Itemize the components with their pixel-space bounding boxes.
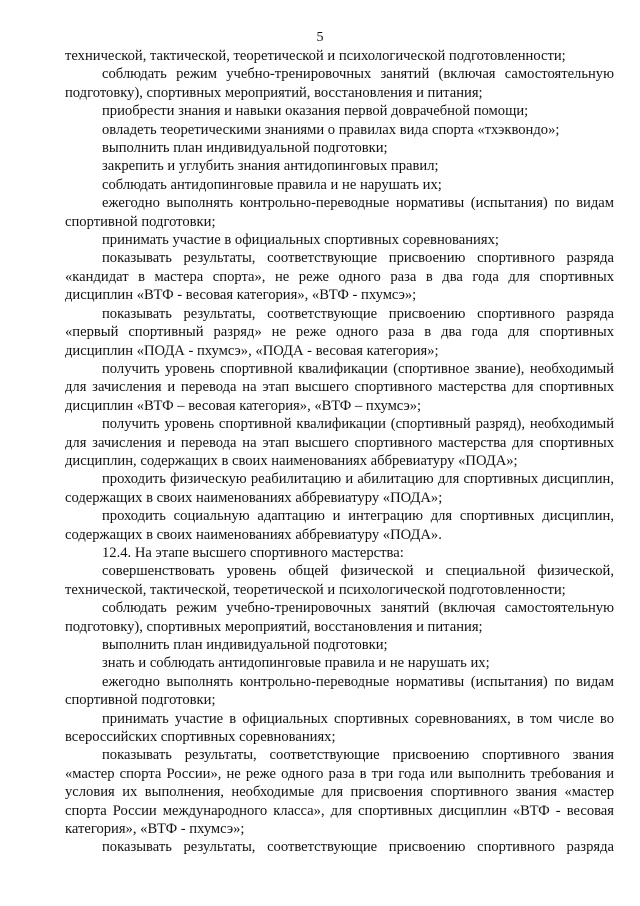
paragraph: получить уровень спортивной квалификации (спортивное звание), необходимый для зачисления и перевода на этап высшего спортивного мастерства для спортивных дисциплин «ВТФ – весовая категория», «ВТФ – пхумсэ»; [65,360,614,414]
paragraph: показывать результаты, соответствующие присвоению спортивного разряда [102,839,614,856]
paragraph: выполнить план индивидуальной подготовки; [102,140,388,157]
paragraph: проходить социальную адаптацию и интеграцию для спортивных дисциплин, содержащих в своих наименованиях аббревиатуру «ПОДА». [65,508,614,543]
paragraph: проходить физическую реабилитацию и абилитацию для спортивных дисциплин, содержащих в своих наименованиях аббревиатуру «ПОДА»; [65,471,614,506]
paragraph: совершенствовать уровень общей физической и специальной физической, технической, тактической, теоретической и психологической подготовленности; [65,563,614,598]
paragraph: закрепить и углубить знания антидопинговых правил; [102,158,439,175]
paragraph: выполнить план индивидуальной подготовки; [102,637,388,653]
paragraph: соблюдать режим учебно-тренировочных занятий (включая самостоятельную подготовку), спортивных мероприятий, восстановления и питания; [65,600,614,635]
paragraph: технической, тактической, теоретической и психологической подготовленности; [65,48,566,64]
paragraph: соблюдать антидопинговые правила и не нарушать их; [102,176,442,193]
paragraph: соблюдать режим учебно-тренировочных занятий (включая самостоятельную подготовку), спортивных мероприятий, восстановления и питания; [65,66,614,101]
paragraph: ежегодно выполнять контрольно-переводные нормативы (испытания) по видам спортивной подготовки; [65,673,614,709]
section-heading: 12.4. На этапе высшего спортивного мастерства: [102,544,404,561]
paragraph: получить уровень спортивной квалификации (спортивный разряд), необходимый для зачисления и перевода на этап высшего спортивного мастерства для спортивных дисциплин, содержащих в своих наименованиях аббревиатуру «ПОДА»; [65,416,614,469]
page-number: 5 [316,30,324,45]
paragraph: ежегодно выполнять контрольно-переводные нормативы (испытания) по видам спортивной подготовки; [65,195,614,230]
paragraph: показывать результаты, соответствующие присвоению спортивного разряда «первый спортивный разряд» не реже одного раза в два года для спортивных дисциплин «ПОДА - пхумсэ», «ПОДА - весовая категория»; [65,305,614,359]
paragraph: овладеть теоретическими знаниями о правилах вида спорта «тхэквондо»; [102,121,560,138]
paragraph: показывать результаты, соответствующие присвоению спортивного звания «мастер спорта России», не реже одного раза в три года или выполнить требования и условия их выполнения, необходимые для присвоения спортивного звания «мастер спорта России международного класса», для спортивных дисциплин «ВТФ - весовая категория», «ВТФ - пхумсэ»; [65,747,614,838]
paragraph: знать и соблюдать антидопинговые правила и не нарушать их; [102,655,490,672]
paragraph: принимать участие в официальных спортивных соревнованиях; [102,232,499,249]
paragraph: приобрести знания и навыки оказания первой доврачебной помощи; [102,103,529,120]
document-body [65,47,614,857]
paragraph: показывать результаты, соответствующие присвоению спортивного разряда «кандидат в мастера спорта», не реже одного раза в два года для спортивных дисциплин «ВТФ - весовая категория», «ВТФ - пхумсэ»; [65,250,614,304]
paragraph: принимать участие в официальных спортивных соревнованиях, в том числе во всероссийских спортивных соревнованиях; [65,710,614,746]
